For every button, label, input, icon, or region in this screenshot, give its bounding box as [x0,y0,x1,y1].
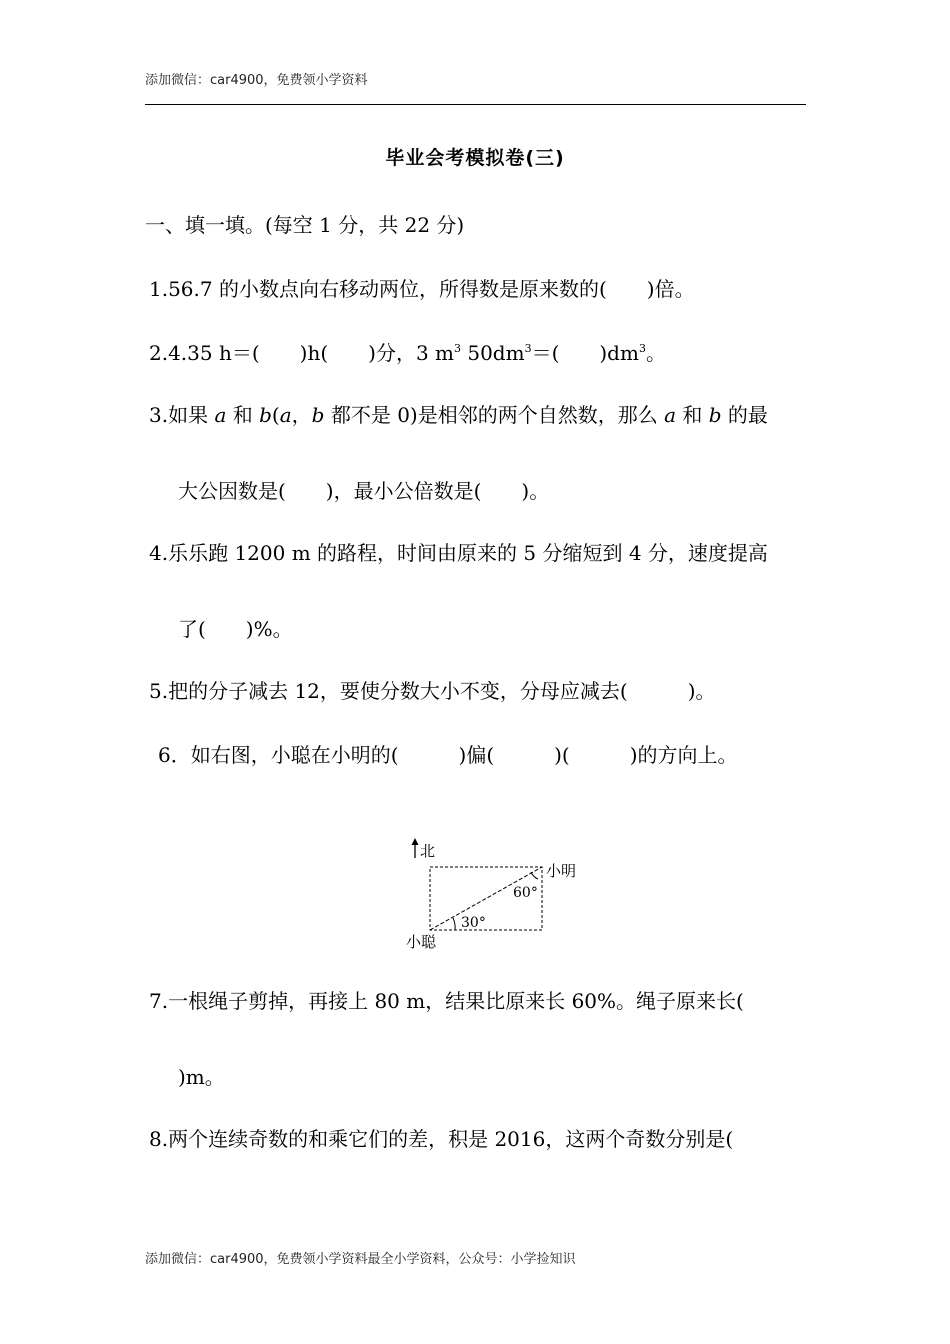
question-8-line-1: 8.两个连续奇数的和乘它们的差，积是 2016，这两个奇数分别是( [149,1127,734,1151]
q2-sup1: 3 [454,342,461,355]
xiaoming-label: 小明 [546,862,577,880]
question-4-line-2: 了( )%。 [178,617,293,641]
q3-var-a: a [664,403,677,427]
question-2 [149,343,666,363]
q3-text: 的最 [721,403,768,427]
direction-figure [400,834,600,954]
angle-30-label: 30° [461,915,486,931]
question-3-line-1 [149,405,768,425]
header-rule [145,104,806,105]
footer-note: 添加微信：car4900，免费领小学资料最全小学资料，公众号：小学捡知识 [145,1252,576,1267]
question-7-line-2: )m。 [178,1065,225,1089]
section-heading: 一、填一填。(每空 1 分，共 22 分) [145,213,465,237]
q2-part3: ＝( )dm [531,341,639,365]
question-3-line-2: 大公因数是( )，最小公倍数是( )。 [178,479,550,503]
xiaocong-label: 小聪 [406,933,437,951]
q2-sup3: 3 [638,342,646,355]
q3-var-b: b [708,403,722,427]
question-4-line-1: 4.乐乐跑 1200 m 的路程，时间由原来的 5 分缩短到 4 分，速度提高 [149,541,768,565]
q3-var-b: b [311,403,325,427]
q3-text: ( [271,403,280,427]
q3-text: ， [291,403,312,427]
q3-var-a: a [279,403,292,427]
q3-var-b: b [259,403,272,427]
q2-sup2: 3 [524,342,532,355]
question-6: 6．如右图，小聪在小明的( )偏( )( )的方向上。 [158,743,738,767]
question-7-line-1: 7.一根绳子剪掉，再接上 80 m，结果比原来长 60%。绳子原来长( [149,989,744,1013]
q3-var-a: a [214,403,227,427]
q3-text: 都不是 0)是相邻的两个自然数，那么 [324,403,665,427]
q3-text: 和 [676,403,709,427]
angle-60-arc [531,872,538,879]
header-note: 添加微信：car4900，免费领小学资料 [145,73,368,88]
q2-part2: 50dm [461,341,525,365]
angle-60-label: 60° [513,885,538,901]
north-label: 北 [420,842,436,860]
q2-part1: 2.4.35 h＝( )h( )分，3 m [149,341,454,365]
q3-text: 3.如果 [149,403,215,427]
question-1: 1.56.7 的小数点向右移动两位，所得数是原来数的( )倍。 [149,277,695,301]
q3-text: 和 [226,403,260,427]
north-arrow-icon [412,838,419,845]
angle-30-arc [453,918,455,930]
q2-part4: 。 [645,341,666,365]
page-title: 毕业会考模拟卷(三) [385,147,565,169]
question-5: 5.把的分子减去 12，要使分数大小不变，分母应减去( )。 [149,679,716,703]
